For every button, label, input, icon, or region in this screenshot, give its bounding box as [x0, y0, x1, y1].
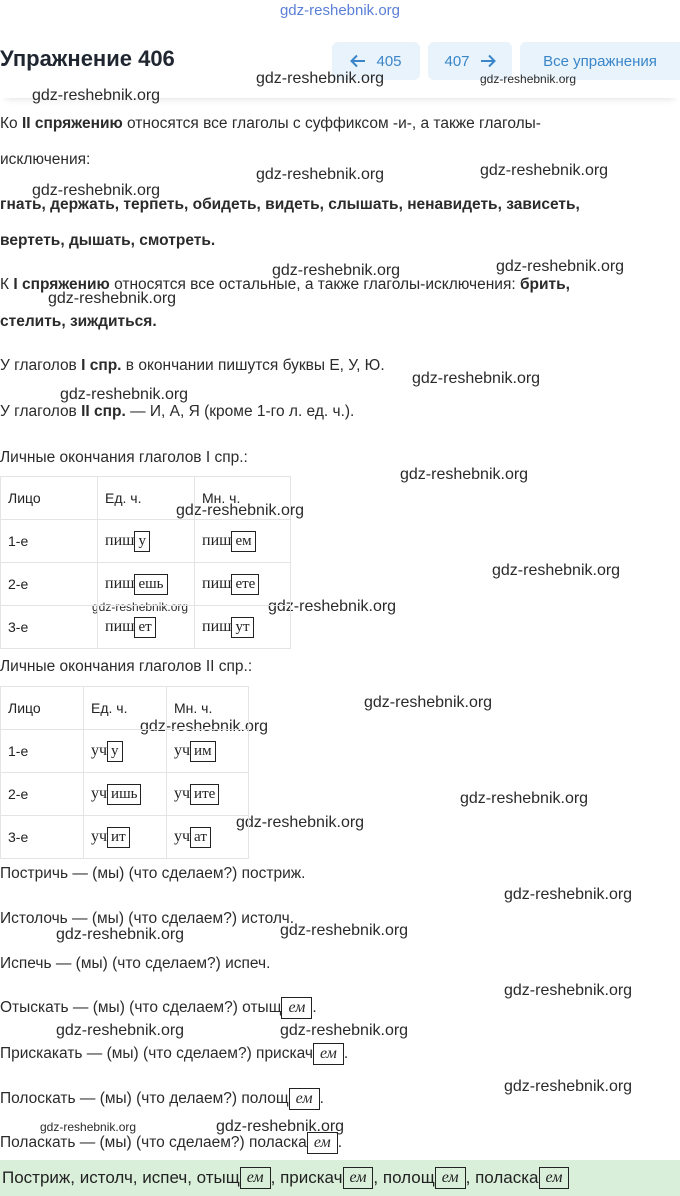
singular-cell: пиш ешь [98, 563, 195, 606]
ending-box: ем [343, 1167, 374, 1189]
ending-box: ешь [134, 574, 167, 595]
watermark: gdz-reshebnik.org [256, 70, 385, 87]
answer-line: Постриж, истолч, испеч, отыщ ем , прискач ем , полощ ем , поласка ем [0, 1160, 680, 1196]
person-cell: 3-е [1, 606, 98, 649]
exceptions-conj2-line2: вертеть, дышать, смотреть. [0, 232, 216, 249]
ending-box: у [134, 531, 150, 552]
ending-box: ут [231, 617, 253, 638]
watermark: gdz-reshebnik.org [268, 598, 397, 615]
ending-box: ем [240, 1167, 271, 1189]
ending-box: ем [231, 531, 255, 552]
table-header: Ед. ч. [98, 477, 195, 520]
table-row [1, 816, 249, 859]
ending-box: ет [134, 617, 155, 638]
watermark: gdz-reshebnik.org [256, 166, 385, 183]
plural-cell: уч им [167, 730, 249, 773]
watermark: gdz-reshebnik.org [92, 600, 189, 614]
watermark: gdz-reshebnik.org [504, 886, 633, 903]
plural-cell: пиш ут [195, 606, 291, 649]
watermark: gdz-reshebnik.org [236, 814, 365, 831]
watermark: gdz-reshebnik.org [496, 258, 625, 275]
watermark: gdz-reshebnik.org [272, 262, 401, 279]
watermark: gdz-reshebnik.org [492, 562, 621, 579]
table-header: Лицо [1, 687, 84, 730]
conjugation-table-2 [0, 686, 249, 859]
table-header-row [1, 687, 249, 730]
watermark-top: gdz-reshebnik.org [279, 2, 401, 19]
prev-exercise-label: 405 [376, 52, 402, 70]
watermark: gdz-reshebnik.org [504, 982, 633, 999]
ending-box: у [107, 741, 123, 762]
watermark: gdz-reshebnik.org [40, 1120, 137, 1134]
rule-conj1-line2: стелить, зиждиться. [0, 313, 157, 330]
conjugation-table-1 [0, 476, 291, 649]
exceptions-conj2-line1: гнать, держать, терпеть, обидеть, видеть, слышать, ненавидеть, зависеть, [0, 196, 580, 213]
endings-conj2: У глаголов II спр. — И, А, Я (кроме 1-го л. ед. ч.). [0, 403, 355, 420]
table-row [1, 773, 249, 816]
ending-box: ите [190, 784, 219, 805]
person-cell: 3-е [1, 816, 84, 859]
arrow-left-icon [350, 54, 366, 68]
ending-box: ем [307, 1132, 338, 1154]
ending-box: им [190, 741, 216, 762]
singular-cell: уч у [84, 730, 167, 773]
watermark: gdz-reshebnik.org [60, 386, 189, 403]
table-header: Мн. ч. [195, 477, 291, 520]
ending-box: ат [190, 827, 211, 848]
watermark: gdz-reshebnik.org [280, 922, 409, 939]
ending-box: ем [313, 1043, 344, 1065]
person-cell: 1-е [1, 730, 84, 773]
watermark: gdz-reshebnik.org [48, 290, 177, 307]
endings-conj1: У глаголов I спр. в окончании пишутся буквы Е, У, Ю. [0, 357, 385, 374]
plural-cell: уч ат [167, 816, 249, 859]
watermark: gdz-reshebnik.org [460, 790, 589, 807]
watermark: gdz-reshebnik.org [480, 162, 609, 179]
verb-line: Полоскать — (мы) (что делаем?) полощ ем . [0, 1088, 324, 1110]
table-header: Ед. ч. [84, 687, 167, 730]
plural-cell: уч ите [167, 773, 249, 816]
watermark: gdz-reshebnik.org [56, 926, 185, 943]
ending-box: ит [107, 827, 130, 848]
watermark: gdz-reshebnik.org [176, 502, 305, 519]
watermark: gdz-reshebnik.org [480, 72, 577, 86]
ending-box: ете [231, 574, 259, 595]
table-header: Мн. ч. [167, 687, 249, 730]
ending-box: ем [281, 997, 312, 1019]
table2-caption: Личные окончания глаголов II спр.: [0, 658, 253, 675]
ending-box: ем [435, 1167, 466, 1189]
plural-cell: пиш ем [195, 520, 291, 563]
verb-line: Постричь — (мы) (что сделаем?) постриж. [0, 865, 306, 882]
watermark: gdz-reshebnik.org [280, 1022, 409, 1039]
verb-line: Поласкать — (мы) (что сделаем?) поласка ем . [0, 1132, 342, 1154]
watermark: gdz-reshebnik.org [504, 1078, 633, 1095]
singular-cell: уч ит [84, 816, 167, 859]
all-exercises-label: Все упражнения [543, 52, 657, 70]
watermark: gdz-reshebnik.org [412, 370, 541, 387]
table-row [1, 520, 291, 563]
verb-line: Испечь — (мы) (что сделаем?) испеч. [0, 955, 271, 972]
verb-line: Истолочь — (мы) (что сделаем?) истолч. [0, 910, 295, 927]
ending-box: ем [289, 1088, 320, 1110]
page-title: Упражнение 406 [0, 46, 175, 71]
table-row [1, 606, 291, 649]
verb-line: Отыскать — (мы) (что сделаем?) отыщ ем . [0, 997, 317, 1019]
singular-cell: пиш ет [98, 606, 195, 649]
person-cell: 2-е [1, 563, 98, 606]
table-header: Лицо [1, 477, 98, 520]
verb-line: Прискакать — (мы) (что сделаем?) прискач ем . [0, 1043, 348, 1065]
watermark: gdz-reshebnik.org [32, 87, 161, 104]
watermark: gdz-reshebnik.org [400, 466, 529, 483]
rule-conj2-line1: Ко II спряжению относятся все глаголы с суффиксом -и-, а также глаголы- [0, 115, 541, 132]
arrow-right-icon [480, 54, 496, 68]
rule-conj1-line1: К I спряжению относятся все остальные, а также глаголы-исключения: брить, [0, 276, 570, 293]
singular-cell: уч ишь [84, 773, 167, 816]
watermark: gdz-reshebnik.org [32, 182, 161, 199]
next-exercise-label: 407 [444, 52, 470, 70]
watermark: gdz-reshebnik.org [364, 694, 493, 711]
rule-conj2-line2: исключения: [0, 151, 91, 168]
watermark: gdz-reshebnik.org [56, 1022, 185, 1039]
person-cell: 2-е [1, 773, 84, 816]
singular-cell: пиш у [98, 520, 195, 563]
ending-box: ем [539, 1167, 570, 1189]
watermark: gdz-reshebnik.org [140, 718, 269, 735]
table-header-row [1, 477, 291, 520]
person-cell: 1-е [1, 520, 98, 563]
ending-box: ишь [107, 784, 141, 805]
table1-caption: Личные окончания глаголов I спр.: [0, 449, 248, 466]
table-row [1, 563, 291, 606]
watermark: gdz-reshebnik.org [216, 1118, 345, 1135]
plural-cell: пиш ете [195, 563, 291, 606]
table-row [1, 730, 249, 773]
